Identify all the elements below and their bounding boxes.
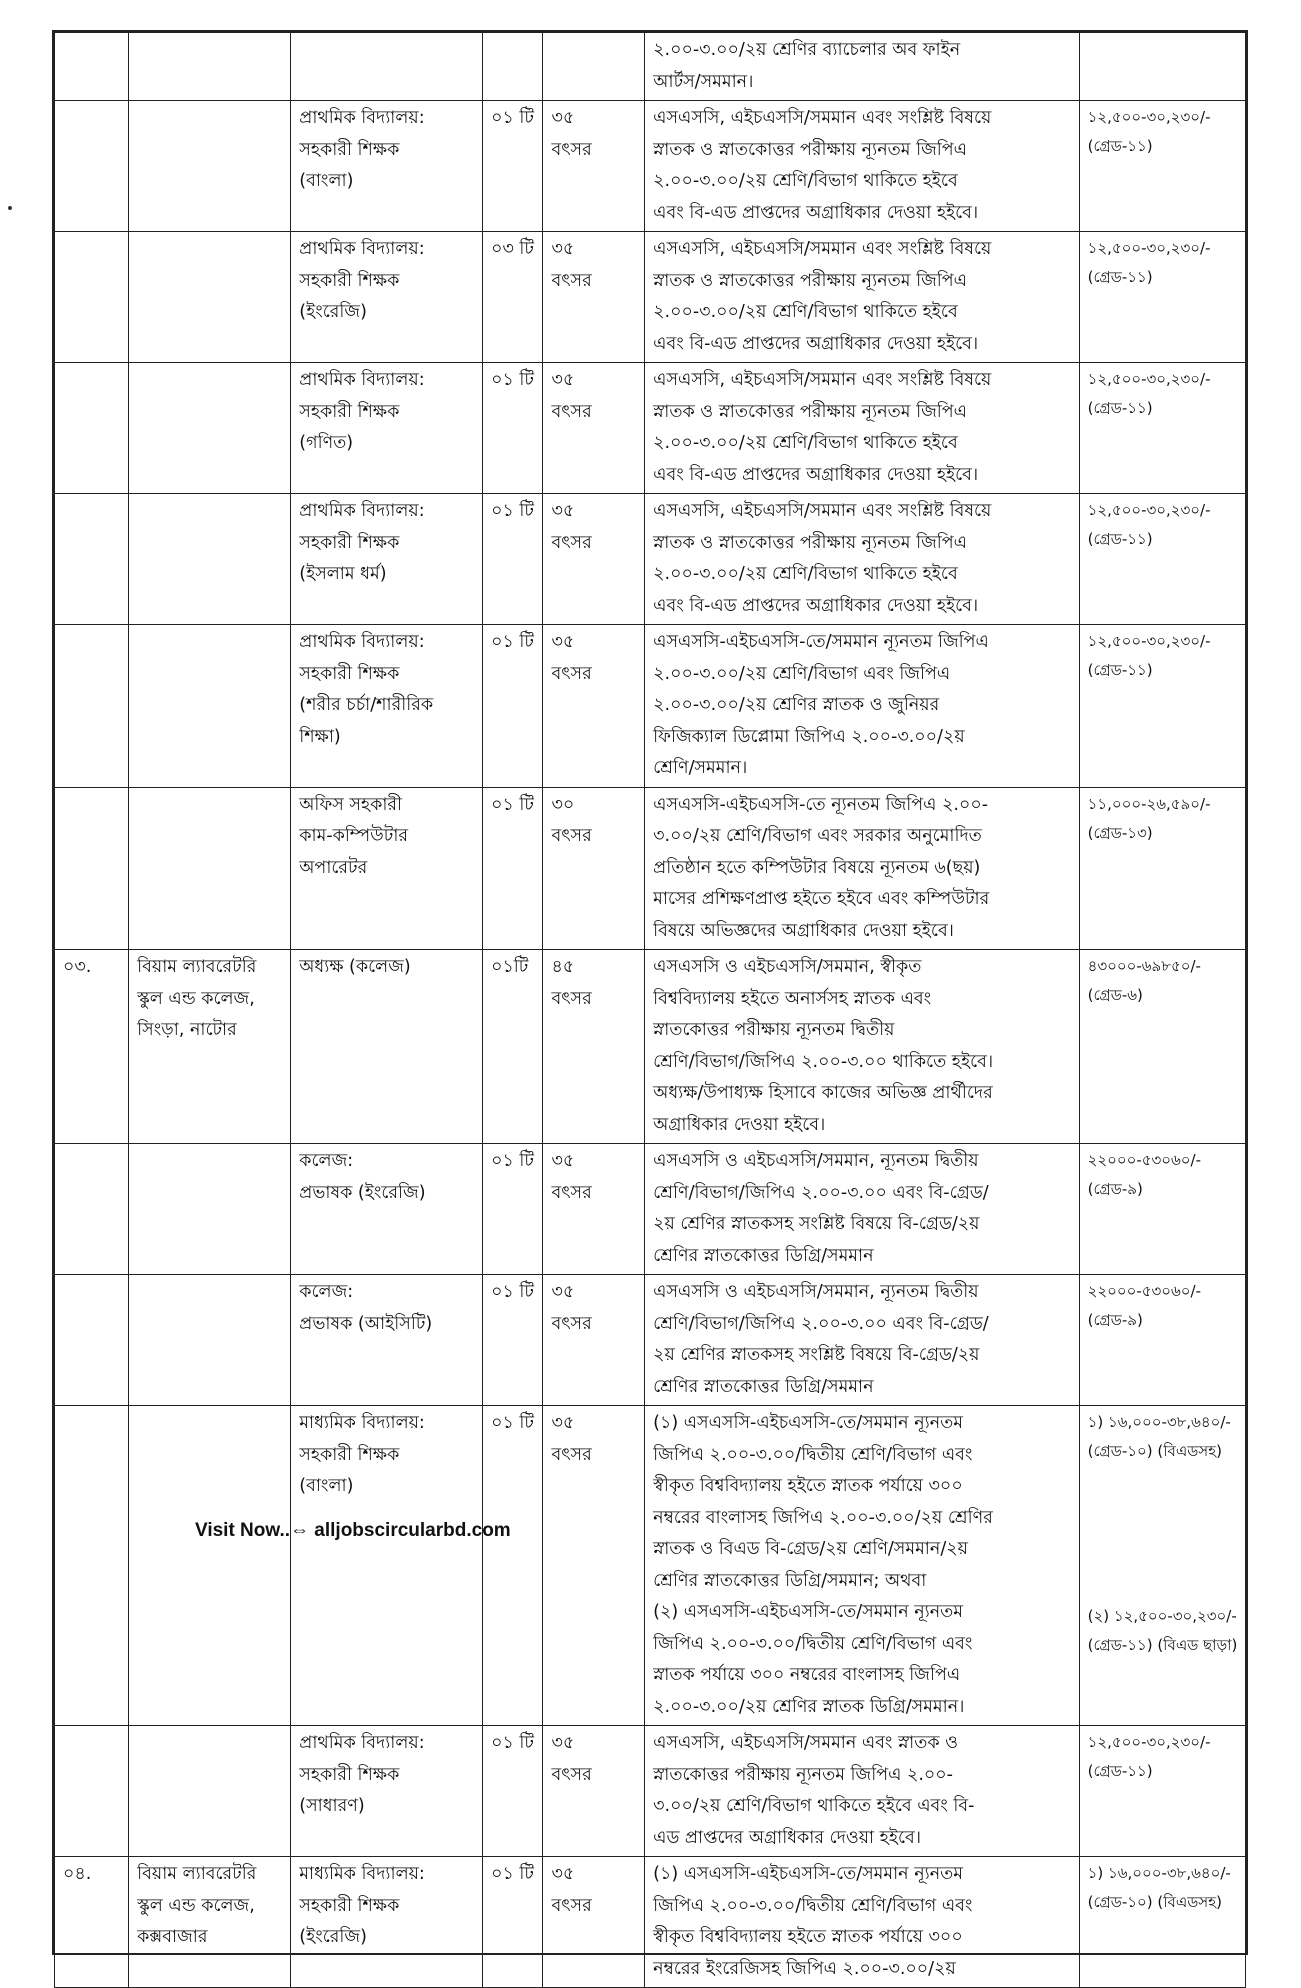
pay-scale-line: (গ্রেড-১০) (বিএডসহ) — [1087, 1442, 1222, 1460]
pay-scale-line: ১২,৫০০-৩০,২৩০/- — [1087, 239, 1211, 257]
post-line: প্রভাষক (আইসিটি) — [299, 1313, 433, 1334]
count-text: ০১ টি — [491, 501, 534, 521]
age-limit-cell — [543, 1406, 645, 1726]
qualification-line: নম্বরের ইংরেজিসহ জিপিএ ২.০০-৩.০০/২য় — [653, 1958, 956, 1979]
post-line: অফিস সহকারী — [299, 794, 403, 815]
serial-cell — [55, 950, 129, 1144]
age-limit-line: বৎসর — [551, 532, 592, 553]
pay-scale-line: ২২০০০-৫৩০৬০/- — [1087, 1151, 1201, 1169]
post-line: শিক্ষা) — [299, 726, 341, 747]
pay-scale-line: ১২,৫০০-৩০,২৩০/- — [1087, 370, 1211, 388]
age-limit-line: ৩০ — [551, 794, 575, 815]
post-line: অধ্যক্ষ (কলেজ) — [299, 957, 411, 977]
post-line: (ইংরেজি) — [299, 302, 367, 322]
serial-cell — [55, 363, 129, 494]
age-limit-line: বৎসর — [551, 1182, 592, 1203]
pay-scale-cell — [1079, 1406, 1245, 1726]
qualification-cell — [645, 950, 1079, 1144]
qualification-line: (১) এসএসসি-এইচএসসি-তে/সমমান ন্যূনতম — [653, 1413, 964, 1433]
count-text: ০১ টি — [491, 1864, 534, 1884]
post-line: সহকারী শিক্ষক — [299, 270, 400, 291]
count-cell — [483, 1726, 543, 1857]
qualification-line: জিপিএ ২.০০-৩.০০/দ্বিতীয় শ্রেণি/বিভাগ এবং — [653, 1444, 973, 1465]
post-cell — [291, 232, 483, 363]
count-cell — [483, 1857, 543, 1988]
qualification-cell — [645, 1144, 1079, 1275]
table-row — [55, 33, 1246, 101]
table-row — [55, 494, 1246, 625]
qualification-line: স্নাতকোত্তর পরীক্ষায় ন্যূনতম দ্বিতীয় — [653, 1020, 895, 1040]
pay-scale-line: (গ্রেড-১১) — [1087, 530, 1153, 548]
scan-speck — [8, 206, 12, 210]
pay-scale-line: (গ্রেড-৯) — [1087, 1180, 1143, 1198]
qualification-line: ২.০০-৩.০০/২য় শ্রেণির স্নাতক ও জুনিয়র — [653, 695, 940, 715]
serial-cell — [55, 1726, 129, 1857]
age-limit-line: বৎসর — [551, 1895, 592, 1916]
serial-cell — [55, 1144, 129, 1275]
table-row — [55, 625, 1246, 788]
post-line: মাধ্যমিক বিদ্যালয়: — [299, 1864, 425, 1884]
pay-scale-line: (গ্রেড-১১) — [1087, 1762, 1153, 1780]
age-limit-cell — [543, 1857, 645, 1988]
count-text: ০১ টি — [491, 1282, 534, 1302]
pay-scale-line: (গ্রেড-১১) — [1087, 137, 1153, 155]
count-text: ০১ টি — [491, 370, 534, 390]
age-limit-line: বৎসর — [551, 988, 592, 1009]
post-cell — [291, 625, 483, 788]
serial-cell — [55, 625, 129, 788]
age-limit-line: ৩৫ — [551, 108, 575, 128]
institution-cell — [129, 950, 291, 1144]
qualification-line: স্নাতক ও স্নাতকোত্তর পরীক্ষায় ন্যূনতম জিপিএ — [653, 401, 967, 422]
post-line: সহকারী শিক্ষক — [299, 401, 400, 422]
age-limit-line: ৩৫ — [551, 501, 575, 521]
age-limit-line: বৎসর — [551, 139, 592, 160]
post-line: প্রভাষক (ইংরেজি) — [299, 1182, 426, 1203]
post-line: অপারেটর — [299, 857, 368, 878]
post-line: মাধ্যমিক বিদ্যালয়: — [299, 1413, 425, 1433]
qualification-line: বিষয়ে অভিজ্ঞদের অগ্রাধিকার দেওয়া হইবে। — [653, 920, 954, 941]
serial-cell — [55, 787, 129, 950]
qualification-line: এসএসসি ও এইচএসসি/সমমান, স্বীকৃত — [653, 957, 922, 977]
age-limit-line: ৩৫ — [551, 1864, 575, 1884]
institution-cell — [129, 1857, 291, 1988]
vacancy-table-body — [55, 33, 1246, 1988]
qualification-line: এসএসসি-এইচএসসি-তে ন্যূনতম জিপিএ ২.০০- — [653, 794, 989, 815]
qualification-line: বিশ্ববিদ্যালয় হইতে অনার্সসহ স্নাতক এবং — [653, 988, 932, 1009]
post-line: কাম-কম্পিউটার — [299, 826, 409, 846]
pay-scale-line: ১১,০০০-২৬,৫৯০/- — [1087, 794, 1211, 813]
qualification-cell — [645, 363, 1079, 494]
pay-scale-cell — [1079, 232, 1245, 363]
pay-scale-line: (গ্রেড-৯) — [1087, 1311, 1143, 1329]
post-line: সহকারী শিক্ষক — [299, 1895, 400, 1916]
qualification-line: ২য় শ্রেণির স্নাতকসহ সংশ্লিষ্ট বিষয়ে বি-গ্রেড/২য় — [653, 1345, 980, 1365]
qualification-line: ২.০০-৩.০০/২য় শ্রেণি/বিভাগ থাকিতে হইবে — [653, 302, 958, 322]
count-text: ০১টি — [491, 957, 529, 977]
pay-scale-cell — [1079, 1144, 1245, 1275]
age-limit-line: বৎসর — [551, 1764, 592, 1785]
qualification-line: এসএসসি-এইচএসসি-তে/সমমান ন্যূনতম জিপিএ — [653, 632, 989, 652]
qualification-line: ৩.০০/২য় শ্রেণি/বিভাগ এবং সরকার অনুমোদিত — [653, 826, 982, 846]
qualification-line: শ্রেণি/বিভাগ/জিপিএ ২.০০-৩.০০ এবং বি-গ্রেড/ — [653, 1182, 989, 1203]
pay-scale-line: ১২,৫০০-৩০,২৩০/- — [1087, 1733, 1211, 1751]
post-cell — [291, 494, 483, 625]
age-limit-line: বৎসর — [551, 663, 592, 684]
pay-scale-line — [1088, 1568, 1239, 1602]
serial-cell — [55, 232, 129, 363]
qualification-line: এড প্রাপ্তদের অগ্রাধিকার দেওয়া হইবে। — [653, 1827, 921, 1848]
count-cell — [483, 950, 543, 1144]
count-cell — [483, 1275, 543, 1406]
post-line: কলেজ: — [299, 1282, 354, 1302]
institution-cell — [129, 787, 291, 950]
qualification-cell — [645, 625, 1079, 788]
post-line: সহকারী শিক্ষক — [299, 532, 400, 553]
age-limit-cell — [543, 232, 645, 363]
qualification-cell — [645, 232, 1079, 363]
qualification-cell — [645, 1406, 1079, 1726]
table-row — [55, 1144, 1246, 1275]
table-row — [55, 363, 1246, 494]
qualification-line: এসএসসি, এইচএসসি/সমমান এবং সংশ্লিষ্ট বিষয়ে — [653, 239, 992, 259]
post-line: প্রাথমিক বিদ্যালয়: — [299, 632, 425, 652]
qualification-line: জিপিএ ২.০০-৩.০০/দ্বিতীয় শ্রেণি/বিভাগ এবং — [653, 1633, 973, 1654]
qualification-line: অধ্যক্ষ/উপাধ্যক্ষ হিসাবে কাজের অভিজ্ঞ প্রার্থীদের — [653, 1083, 993, 1103]
qualification-line: জিপিএ ২.০০-৩.০০/দ্বিতীয় শ্রেণি/বিভাগ এবং — [653, 1895, 973, 1916]
qualification-line: ২.০০-৩.০০/২য় শ্রেণি/বিভাগ থাকিতে হইবে — [653, 171, 958, 191]
qualification-line: স্নাতক ও বিএড বি-গ্রেড/২য় শ্রেণি/সমমান/২য় — [653, 1539, 968, 1559]
age-limit-line: ৪৫ — [551, 957, 575, 977]
pay-scale-line: ২২০০০-৫৩০৬০/- — [1087, 1282, 1201, 1300]
pay-scale-line: ১২,৫০০-৩০,২৩০/- — [1087, 632, 1211, 650]
institution-cell — [129, 1726, 291, 1857]
qualification-line: প্রতিষ্ঠান হতে কম্পিউটার বিষয়ে ন্যূনতম ৬(ছয়) — [653, 857, 981, 878]
pay-scale-line: ১২,৫০০-৩০,২৩০/- — [1087, 501, 1211, 519]
count-cell — [483, 787, 543, 950]
age-limit-cell — [543, 363, 645, 494]
post-cell — [291, 363, 483, 494]
qualification-line: স্বীকৃত বিশ্ববিদ্যালয় হইতে স্নাতক পর্যায়ে ৩০০ — [653, 1476, 963, 1496]
institution-cell — [129, 101, 291, 232]
serial-cell — [55, 101, 129, 232]
count-cell — [483, 494, 543, 625]
serial-text: ০৩. — [63, 957, 92, 977]
qualification-line: ২.০০-৩.০০/২য় শ্রেণি/বিভাগ থাকিতে হইবে — [653, 433, 958, 453]
pay-scale-line: (গ্রেড-১১) — [1087, 268, 1153, 286]
post-line: সহকারী শিক্ষক — [299, 663, 400, 684]
age-limit-cell — [543, 1275, 645, 1406]
qualification-line: এসএসসি ও এইচএসসি/সমমান, ন্যূনতম দ্বিতীয় — [653, 1151, 979, 1171]
pay-scale-line: ১) ১৬,০০০-৩৮,৬৪০/- — [1087, 1864, 1231, 1882]
age-limit-line: ৩৫ — [551, 239, 575, 259]
qualification-line: ২য় শ্রেণির স্নাতকসহ সংশ্লিষ্ট বিষয়ে বি-গ্রেড/২য় — [653, 1214, 980, 1234]
institution-line: সিংড়া, নাটোর — [137, 1020, 237, 1040]
pay-scale-line: (গ্রেড-১১) — [1087, 661, 1153, 679]
institution-line: স্কুল এন্ড কলেজ, — [137, 1895, 255, 1916]
count-text: ০৩ টি — [491, 239, 534, 259]
serial-cell — [55, 33, 129, 101]
post-cell — [291, 1406, 483, 1726]
post-line: সহকারী শিক্ষক — [299, 1764, 400, 1785]
post-cell — [291, 1275, 483, 1406]
pay-scale-line: ১) ১৬,০০০-৩৮,৬৪০/- — [1087, 1413, 1231, 1431]
pay-scale-cell — [1079, 787, 1245, 950]
pay-scale-line: (২) ১২,৫০০-৩০,২৩০/- — [1087, 1607, 1237, 1625]
qualification-line: ২.০০-৩.০০/২য় শ্রেণির স্নাতক ডিগ্রি/সমমান। — [653, 1696, 965, 1717]
post-line: (বাংলা) — [299, 171, 354, 191]
post-line: (ইসলাম ধর্ম) — [299, 564, 387, 584]
pay-scale-line: (গ্রেড-৬) — [1087, 986, 1143, 1004]
pay-scale-cell — [1079, 363, 1245, 494]
qualification-line: ৩.০০/২য় শ্রেণি/বিভাগ থাকিতে হইবে এবং বি- — [653, 1796, 975, 1816]
qualification-line: ২.০০-৩.০০/২য় শ্রেণির ব্যাচেলার অব ফাইন — [653, 40, 961, 60]
qualification-cell — [645, 494, 1079, 625]
qualification-line: শ্রেণি/বিভাগ/জিপিএ ২.০০-৩.০০ এবং বি-গ্রেড/ — [653, 1313, 989, 1334]
pay-scale-line: ৪৩০০০-৬৯৮৫০/- — [1087, 957, 1201, 975]
qualification-line: অগ্রাধিকার দেওয়া হইবে। — [653, 1114, 826, 1135]
qualification-line: স্বীকৃত বিশ্ববিদ্যালয় হইতে স্নাতক পর্যায়ে ৩০০ — [653, 1927, 963, 1947]
age-limit-cell — [543, 494, 645, 625]
serial-cell — [55, 1275, 129, 1406]
post-line: সহকারী শিক্ষক — [299, 139, 400, 160]
qualification-line: এসএসসি, এইচএসসি/সমমান এবং সংশ্লিষ্ট বিষয়ে — [653, 501, 992, 521]
qualification-line: স্নাতক ও স্নাতকোত্তর পরীক্ষায় ন্যূনতম জিপিএ — [653, 532, 967, 553]
institution-line: বিয়াম ল্যাবরেটরি — [137, 957, 257, 977]
institution-cell — [129, 1406, 291, 1726]
post-line: প্রাথমিক বিদ্যালয়: — [299, 108, 425, 128]
pay-scale-cell — [1079, 625, 1245, 788]
qualification-line: এবং বি-এড প্রাপ্তদের অগ্রাধিকার দেওয়া হইবে। — [653, 595, 979, 616]
post-cell — [291, 787, 483, 950]
age-limit-line: বৎসর — [551, 1313, 592, 1334]
table-row — [55, 1406, 1246, 1726]
pay-scale-cell — [1079, 950, 1245, 1144]
table-row — [55, 1726, 1246, 1857]
post-line: (ইংরেজি) — [299, 1927, 367, 1947]
qualification-cell — [645, 101, 1079, 232]
institution-line: বিয়াম ল্যাবরেটরি — [137, 1864, 257, 1884]
institution-line: কক্সবাজার — [137, 1927, 208, 1947]
qualification-line: স্নাতক ও স্নাতকোত্তর পরীক্ষায় ন্যূনতম জিপিএ — [653, 139, 967, 160]
qualification-line: স্নাতকোত্তর পরীক্ষায় ন্যূনতম জিপিএ ২.০০- — [653, 1764, 953, 1785]
age-limit-line: ৩৫ — [551, 1413, 575, 1433]
count-text: ০১ টি — [491, 1151, 534, 1171]
pay-scale-cell — [1079, 33, 1245, 101]
age-limit-line: বৎসর — [551, 826, 592, 846]
pay-scale-line: (গ্রেড-১১) — [1087, 399, 1153, 417]
post-line: প্রাথমিক বিদ্যালয়: — [299, 501, 425, 521]
count-text: ০১ টি — [491, 1733, 534, 1753]
count-cell — [483, 232, 543, 363]
pay-scale-line: (গ্রেড-১৩) — [1087, 823, 1153, 842]
table-row — [55, 1275, 1246, 1406]
age-limit-line: বৎসর — [551, 401, 592, 422]
qualification-line: (১) এসএসসি-এইচএসসি-তে/সমমান ন্যূনতম — [653, 1864, 964, 1884]
serial-cell — [55, 1406, 129, 1726]
post-cell — [291, 950, 483, 1144]
post-line: প্রাথমিক বিদ্যালয়: — [299, 1733, 425, 1753]
age-limit-cell — [543, 625, 645, 788]
age-limit-cell — [543, 101, 645, 232]
serial-cell — [55, 1857, 129, 1988]
age-limit-line: বৎসর — [551, 1444, 592, 1465]
age-limit-line: ৩৫ — [551, 1151, 575, 1171]
institution-cell — [129, 232, 291, 363]
post-line: (সাধারণ) — [299, 1796, 365, 1816]
pay-scale-line — [1088, 1466, 1239, 1500]
post-line: কলেজ: — [299, 1151, 354, 1171]
count-cell — [483, 363, 543, 494]
count-cell — [483, 625, 543, 788]
age-limit-line: ৩৫ — [551, 1733, 575, 1753]
post-line: প্রাথমিক বিদ্যালয়: — [299, 370, 425, 390]
pay-scale-line — [1088, 1534, 1239, 1568]
qualification-line: এসএসসি ও এইচএসসি/সমমান, ন্যূনতম দ্বিতীয় — [653, 1282, 979, 1302]
qualification-line: এসএসসি, এইচএসসি/সমমান এবং সংশ্লিষ্ট বিষয়ে — [653, 370, 992, 390]
pay-scale-cell — [1079, 101, 1245, 232]
table-row — [55, 232, 1246, 363]
qualification-line: স্নাতক ও স্নাতকোত্তর পরীক্ষায় ন্যূনতম জিপিএ — [653, 270, 967, 291]
age-limit-cell — [543, 787, 645, 950]
qualification-line: মাসের প্রশিক্ষণপ্রাপ্ত হইতে হইবে এবং কম্পিউটার — [653, 889, 990, 909]
post-line: (বাংলা) — [299, 1476, 354, 1496]
post-cell — [291, 1726, 483, 1857]
qualification-line: নম্বরের বাংলাসহ জিপিএ ২.০০-৩.০০/২য় শ্রেণির — [653, 1507, 993, 1528]
qualification-line: শ্রেণি/বিভাগ/জিপিএ ২.০০-৩.০০ থাকিতে হইবে। — [653, 1051, 994, 1072]
qualification-line: (২) এসএসসি-এইচএসসি-তে/সমমান ন্যূনতম — [653, 1602, 964, 1622]
job-circular-page — [52, 30, 1248, 1979]
post-line: (শরীর চর্চা/শারীরিক — [299, 695, 434, 715]
vacancy-table — [54, 32, 1246, 1988]
qualification-line: এবং বি-এড প্রাপ্তদের অগ্রাধিকার দেওয়া হইবে। — [653, 333, 979, 354]
institution-cell — [129, 1144, 291, 1275]
qualification-cell — [645, 33, 1079, 101]
post-line: প্রাথমিক বিদ্যালয়: — [299, 239, 425, 259]
qualification-line: এবং বি-এড প্রাপ্তদের অগ্রাধিকার দেওয়া হইবে। — [653, 464, 979, 485]
table-row — [55, 101, 1246, 232]
qualification-cell — [645, 1857, 1079, 1988]
institution-cell — [129, 625, 291, 788]
institution-cell — [129, 1275, 291, 1406]
count-cell — [483, 33, 543, 101]
table-row — [55, 787, 1246, 950]
qualification-line: ফিজিক্যাল ডিপ্লোমা জিপিএ ২.০০-৩.০০/২য় — [653, 726, 965, 747]
serial-text: ০৪. — [63, 1864, 92, 1884]
post-line: সহকারী শিক্ষক — [299, 1444, 400, 1465]
pay-scale-cell — [1079, 1857, 1245, 1988]
qualification-line: ২.০০-৩.০০/২য় শ্রেণি/বিভাগ এবং জিপিএ — [653, 663, 951, 684]
age-limit-line: বৎসর — [551, 270, 592, 291]
post-line: (গণিত) — [299, 433, 354, 453]
qualification-cell — [645, 1726, 1079, 1857]
count-text: ০১ টি — [491, 794, 534, 815]
post-cell — [291, 1144, 483, 1275]
qualification-line: শ্রেণির স্নাতকোত্তর ডিগ্রি/সমমান; অথবা — [653, 1570, 927, 1591]
post-cell — [291, 1857, 483, 1988]
qualification-line: শ্রেণি/সমমান। — [653, 758, 748, 778]
qualification-line: আর্টস/সমমান। — [653, 71, 754, 92]
post-cell — [291, 33, 483, 101]
age-limit-line: ৩৫ — [551, 370, 575, 390]
age-limit-cell — [543, 950, 645, 1144]
count-cell — [483, 101, 543, 232]
pay-scale-line: ১২,৫০০-৩০,২৩০/- — [1087, 108, 1211, 126]
institution-line: স্কুল এন্ড কলেজ, — [137, 988, 255, 1009]
institution-cell — [129, 363, 291, 494]
pay-scale-line: (গ্রেড-১১) (বিএড ছাড়া) — [1087, 1636, 1238, 1654]
pay-scale-line: (গ্রেড-১০) (বিএডসহ) — [1087, 1893, 1222, 1911]
pay-scale-cell — [1079, 1726, 1245, 1857]
qualification-line: এসএসসি, এইচএসসি/সমমান এবং সংশ্লিষ্ট বিষয়ে — [653, 108, 992, 128]
qualification-line: ২.০০-৩.০০/২য় শ্রেণি/বিভাগ থাকিতে হইবে — [653, 564, 958, 584]
age-limit-cell — [543, 1726, 645, 1857]
table-row — [55, 1857, 1246, 1988]
table-row — [55, 950, 1246, 1144]
pay-scale-cell — [1079, 494, 1245, 625]
watermark-text: Visit Now..⇔ alljobscircularbd.com — [195, 1520, 511, 1541]
age-limit-line: ৩৫ — [551, 1282, 575, 1302]
pay-scale-cell — [1079, 1275, 1245, 1406]
qualification-cell — [645, 787, 1079, 950]
institution-cell — [129, 494, 291, 625]
qualification-line: শ্রেণির স্নাতকোত্তর ডিগ্রি/সমমান — [653, 1245, 874, 1266]
institution-cell — [129, 33, 291, 101]
count-text: ০১ টি — [491, 1413, 534, 1433]
count-text: ০১ টি — [491, 632, 534, 652]
post-cell — [291, 101, 483, 232]
age-limit-cell — [543, 1144, 645, 1275]
serial-cell — [55, 494, 129, 625]
qualification-cell — [645, 1275, 1079, 1406]
pay-scale-line — [1088, 1500, 1239, 1534]
qualification-line: এসএসসি, এইচএসসি/সমমান এবং স্নাতক ও — [653, 1733, 959, 1753]
qualification-line: এবং বি-এড প্রাপ্তদের অগ্রাধিকার দেওয়া হইবে। — [653, 202, 979, 223]
age-limit-line: ৩৫ — [551, 632, 575, 652]
qualification-line: স্নাতক পর্যায়ে ৩০০ নম্বরের বাংলাসহ জিপিএ — [653, 1665, 961, 1685]
count-text: ০১ টি — [491, 108, 534, 128]
count-cell — [483, 1144, 543, 1275]
age-limit-cell — [543, 33, 645, 101]
count-cell — [483, 1406, 543, 1726]
qualification-line: শ্রেণির স্নাতকোত্তর ডিগ্রি/সমমান — [653, 1376, 874, 1397]
